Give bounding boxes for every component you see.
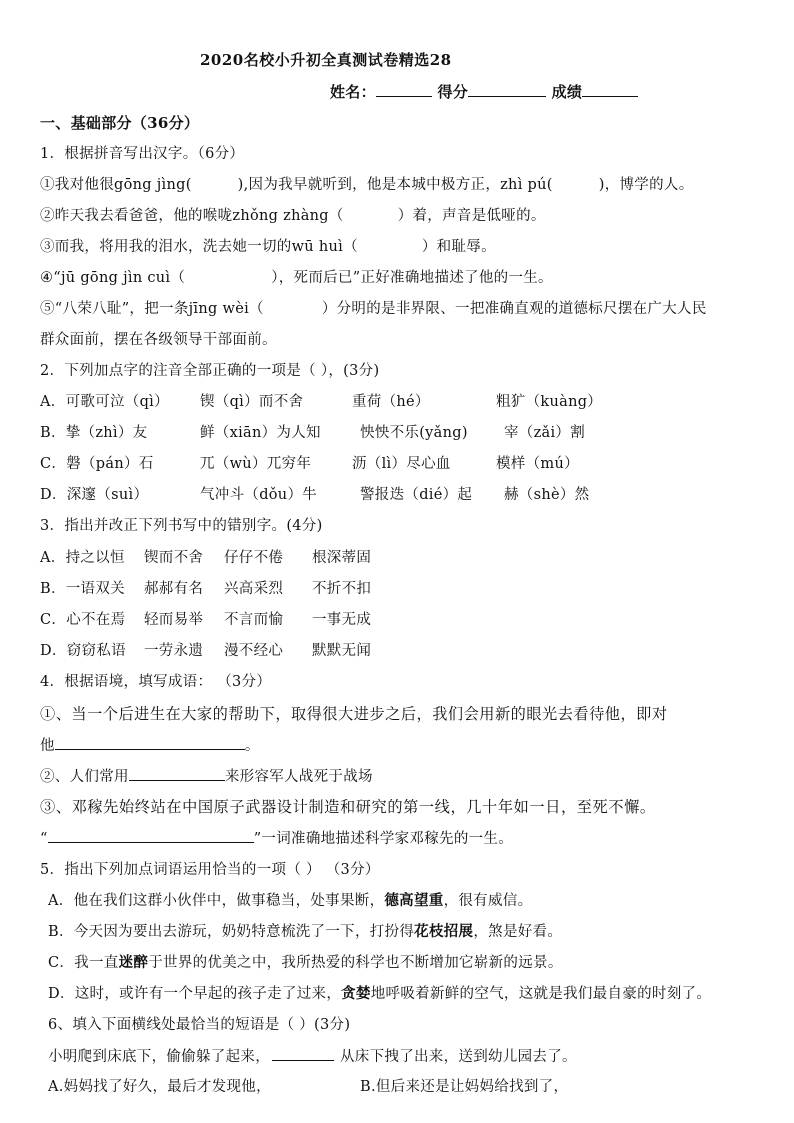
q3-c-col1: C．心不在焉 [40,612,126,628]
q2-c-col3: 沥（lì）尽心血 [352,456,451,472]
score-label: 得分 [437,83,469,101]
q5-option-a [48,891,532,911]
q1-line3-part-b: ）和耻辱。 [421,239,496,255]
q4-line3-part-a: ②、人们常用 [40,769,129,785]
q1-line2 [40,206,546,226]
q5-c-text: C．我一直 [48,955,119,971]
q6-line1 [48,1046,577,1067]
q3-d-col3: 漫不经心 [224,643,284,659]
q5-a-text: A．他在我们这群小伙伴中，做事稳当，处事果断， [48,893,385,909]
q6-option-b: B.但后来还是让妈妈给找到了， [360,1079,569,1095]
q2-c-col2: 兀（wù）兀穷年 [200,456,312,472]
q4-blank-3[interactable] [48,828,254,843]
q3-a-col2: 锲而不舍 [144,550,204,566]
grade-blank[interactable] [582,82,638,97]
q5-d-text: D．这时，或许有一个早起的孩子走了过来， [48,986,342,1002]
q3-d-col1: D．窃窃私语 [40,643,126,659]
q4-line5-part-a: “ [40,831,48,847]
q5-a-end: ，很有威信。 [443,893,533,909]
section-title: 一、基础部分（36分） [40,114,200,132]
q4-line5-part-b: ”一词准确地描述科学家邓稼先的一生。 [253,831,514,847]
q2-a-col2: 锲（qì）而不舍 [200,394,304,410]
q3-b-col3: 兴高采烈 [224,581,284,597]
q6-stem: 6、填入下面横线处最恰当的短语是（ ）(3分) [48,1017,351,1033]
name-label: 姓名： [330,83,376,101]
q1-line6: 群众面前，摆在各级领导干部面前。 [40,332,277,348]
q5-option-b [48,922,562,942]
name-blank[interactable] [376,82,432,97]
q1-line5-part-a: ⑤“八荣八耻”，把一条jīng wèi（ [40,301,264,317]
q2-c-col4: 模样（mú） [496,456,579,472]
q2-a-col1: A．可歌可泣（qì） [40,394,169,410]
q4-blank-1[interactable] [55,735,245,750]
q5-d-keyword: 贪婪 [341,985,371,1002]
q2-b-col2: 鲜（xiān）为人知 [200,425,321,441]
q6-line1-part-b: 从床下拽了出来，送到幼儿园去了。 [340,1049,577,1065]
q3-d-col2: 一劳永遗 [144,643,204,659]
q1-line5-part-b: ）分明的是非界限、一把准确直观的道德标尺摆在广大人民 [321,301,707,317]
q4-line3-part-b: 来形容军人战死于战场 [224,769,373,785]
q3-c-col4: 一事无成 [312,612,372,628]
q6-line1-part-a: 小明爬到床底下，偷偷躲了起来， [48,1049,270,1065]
student-info-row [330,82,638,102]
q3-c-col2: 轻而易举 [144,612,204,628]
q2-b-col4: 宰（zǎi）割 [504,425,586,441]
q2-d-col1: D．深邃（suì） [40,487,149,503]
q1-stem: 1．根据拼音写出汉字。（6分） [40,146,245,162]
q2-a-col3: 重荷（hé） [352,394,430,410]
q3-a-col4: 根深蒂固 [312,550,372,566]
q1-line4-part-b: ），死而后已”正好准确地描述了他的一生。 [271,270,553,286]
q4-line3 [40,766,373,787]
q6-option-a: A.妈妈找了好久，最后才发现他， [48,1079,271,1095]
q2-d-col3: 警报迭（dié）起 [360,487,473,503]
q5-b-text: B．今天因为要出去游玩，奶奶特意梳洗了一下，打扮得 [48,924,415,940]
q1-line4 [40,268,553,288]
q1-line2-part-b: ）着，声音是低哑的。 [397,208,546,224]
exam-title: 2020名校小升初全真测试卷精选28 [200,51,452,69]
score-blank[interactable] [468,82,546,97]
q1-line3 [40,237,496,257]
q2-b-col3: 怏怏不乐(yǎng) [360,425,468,441]
q3-a-col3: 仔仔不倦 [224,550,284,566]
q1-line3-part-a: ③而我，将用我的泪水，洗去她一切的wū huì（ [40,239,358,255]
q5-b-end: ，煞是好看。 [473,924,563,940]
q5-d-end: 地呼吸着新鲜的空气，这就是我们最自豪的时刻了。 [370,986,712,1002]
q3-b-col4: 不折不扣 [312,581,372,597]
grade-label: 成绩 [551,83,583,101]
q2-d-col2: 气冲斗（dǒu）牛 [200,487,318,503]
q3-a-col1: A．持之以恒 [40,550,125,566]
q2-c-col1: C．磐（pán）石 [40,456,154,472]
q3-b-col2: 郝郝有名 [144,581,204,597]
q1-line2-part-a: ②昨天我去看爸爸，他的喉咙zhǒng zhàng（ [40,208,344,224]
q3-c-col3: 不言而愉 [224,612,284,628]
q5-a-keyword: 德高望重 [384,892,444,909]
q2-stem: 2．下列加点字的注音全部正确的一项是（ ），(3分) [40,363,380,379]
q3-b-col1: B．一语双关 [40,581,125,597]
q1-line1 [40,175,694,195]
q3-stem: 3．指出并改正下列书写中的错别字。(4分) [40,518,323,534]
q4-line2 [40,735,260,756]
q4-line2-part-a: 他 [40,738,55,754]
q5-option-d [48,984,711,1004]
q6-blank[interactable] [272,1046,334,1061]
q5-c-keyword: 迷醉 [118,954,149,971]
q3-d-col4: 默默无闻 [312,643,372,659]
q1-line5 [40,299,707,319]
q4-line4: ③、邓稼先始终站在中国原子武器设计制造和研究的第一线，几十年如一日，至死不懈。 [40,798,656,816]
q4-blank-2[interactable] [129,766,225,781]
q2-a-col4: 粗犷（kuàng） [496,394,603,410]
q4-stem: 4．根据语境，填写成语： （3分） [40,674,272,690]
q4-line5 [40,828,513,849]
q5-c-end: 于世界的优美之中，我所热爱的科学也不断增加它崭新的远景。 [148,955,563,971]
q2-d-col4: 赫（shè）然 [504,487,590,503]
q4-line1: ①、当一个后进生在大家的帮助下，取得很大进步之后，我们会用新的眼光去看待他，即对 [40,705,668,723]
q1-line1-part-a: ①我对他很gōng jìng( [40,177,192,193]
q1-line1-part-c: )，博学的人。 [598,177,694,193]
q1-line1-part-b: ),因为我早就听到，他是本城中极方正，zhì pú( [237,177,553,193]
q2-b-col1: B．挚（zhì）友 [40,425,148,441]
q5-b-keyword: 花枝招展 [414,923,474,940]
q1-line4-part-a: ④“jū gōng jìn cuì（ [40,270,186,286]
q4-line2-part-b: 。 [244,738,260,754]
q5-stem: 5．指出下列加点词语运用恰当的一项（ ） （3分） [40,862,380,878]
q5-option-c [48,953,563,973]
